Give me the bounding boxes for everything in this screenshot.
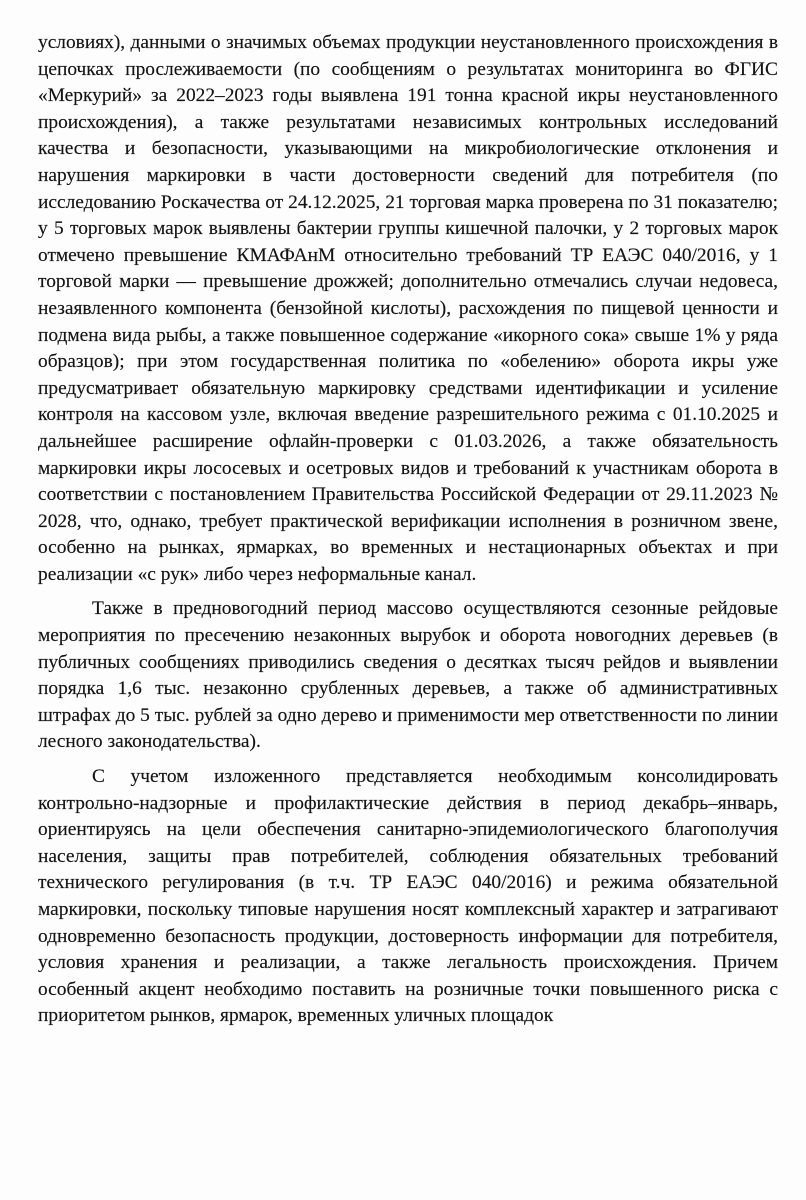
paragraph-continuation: условиях), данными о значимых объемах продукции неустановленного происхождения в цепочках прослеживаемости (по сообщениям о результатах мониторинга во ФГИС «Меркурий» за 2022–2023 годы выявлена 191 тонна красной икры неустановленного происхождения), а также результатами независимых контрольных исследований качества и безопасности, указывающими на микробиологические отклонения и нарушения маркировки в части достоверности сведений для потребителя (по исследованию Роскачества от 24.12.2025, 21 торговая марка проверена по 31 показателю; у 5 торговых марок выявлены бактерии группы кишечной палочки, у 2 торговых марок отмечено превышение КМАФАнМ относительно требований ТР ЕАЭС 040/2016, у 1 торговой марки — превышение дрожжей; дополнительно отмечались случаи недовеса, незаявленного компонента (бензойной кислоты), расхождения по пищевой ценности и подмена вида рыбы, а также повышенное содержание «икорного сока» свыше 1% у ряда образцов); при этом государственная политика по «обелению» оборота икры уже предусматривает обязательную маркировку средствами идентификации и усиление контроля на кассовом узле, включая введение разрешительного режима с 01.10.2025 и дальнейшее расширение офлайн-проверки с 01.03.2026, а также обязательность маркировки икры лососевых и осетровых видов и требований к участникам оборота в соответствии с постановлением Правительства Российской Федерации от 29.11.2023 № 2028, что, однако, требует практической верификации исполнения в розничном звене, особенно на рынках, ярмарках, во временных и нестационарных объектах и при реализации «с рук» либо через неформальные канал. xyxy=(38,32,778,585)
paragraph-conclusion: С учетом изложенного представляется необходимым консолидировать контрольно-надзорные и профилактические действия в период декабрь–январь, ориентируясь на цели обеспечения санитарно-эпидемиологического благополучия населения, защиты прав потребителей, соблюдения обязательных требований технического регулирования (в т.ч. ТР ЕАЭС 040/2016) и режима обязательной маркировки, поскольку типовые нарушения носят комплексный характер и затрагивают одновременно безопасность продукции, достоверность информации для потребителя, условия хранения и реализации, а также легальность происхождения. Причем особенный акцент необходимо поставить на розничные точки повышенного риска с приоритетом рынков, ярмарок, временных уличных площадок xyxy=(38,766,778,1027)
paragraph-seasonal-raids: Также в предновогодний период массово осуществляются сезонные рейдовые мероприятия по пресечению незаконных вырубок и оборота новогодних деревьев (в публичных сообщениях приводились сведения о десятках тысяч рейдов и выявлении порядка 1,6 тыс. незаконно срубленных деревьев, а также об административных штрафах до 5 тыс. рублей за одно дерево и применимости мер ответственности по линии лесного законодательства). xyxy=(38,598,778,753)
